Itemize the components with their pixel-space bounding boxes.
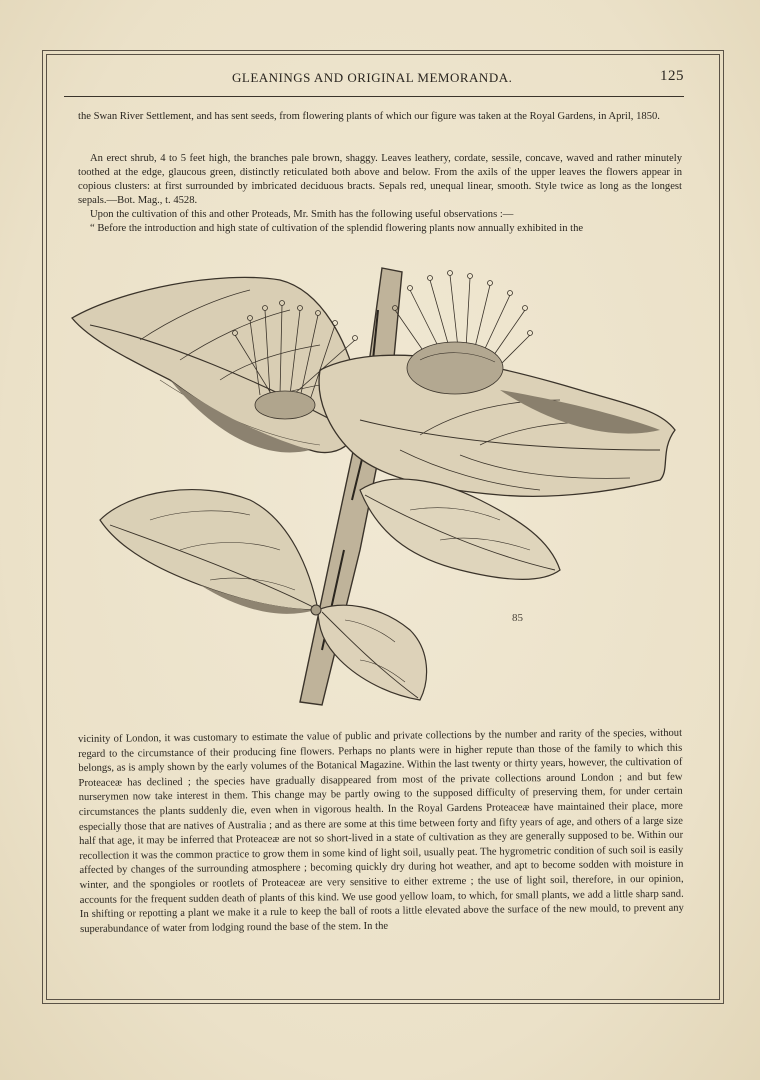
running-header <box>62 68 684 90</box>
text-top <box>78 110 682 124</box>
paragraph-1: the Swan River Settlement, and has sent seeds, from flowering plants of which our figure was taken at the Royal Gardens, in April, 1850. <box>78 111 660 122</box>
header-rule <box>64 96 684 97</box>
page-number: 125 <box>660 68 684 84</box>
paragraph-2: An erect shrub, 4 to 5 feet high, the branches pale brown, shaggy. Leaves leathery, cordate, sessile, concave, waved and rather minutely toothed at the edge, glaucous green, distinctly reticulated both above and below. From the axils of the upper leaves the flowers appear in copious clusters: at first surrounded by imbricated deciduous bracts. Sepals red, unequal linear, smooth. Style twice as long as the longest sepals.—Bot. Mag., t. 4528. <box>78 153 682 206</box>
running-title: GLEANINGS AND ORIGINAL MEMORANDA. <box>232 70 513 85</box>
botanical-engraving-icon <box>60 250 700 720</box>
paragraph-4: “ Before the introduction and high state of cultivation of the splendid flowering plants now annually exhibited in the <box>90 223 584 234</box>
text-bottom <box>78 727 684 938</box>
paragraph-5: vicinity of London, it was customary to estimate the value of public and private collections by the number and rarity of the species, without regard to the circumstance of their producing fine flowers. Perhaps no plants were in higher repute than those of the family to which this belongs, as is amply shown by the early volumes of the Botanical Magazine. Within the last twenty or thirty years, however, the cultivation of Proteaceæ has declined ; the species have gradually disappeared from most of the private collections around London ; and but few nurserymen now take interest in them. This change may be partly owing to the supposed difficulty of preserving them, for under certain circumstances the plants suddenly die, even when in vigorous health. In the Royal Gardens Proteaceæ have maintained their place, more especially those that are natives of Australia ; and as there are some at this time between forty and fifty years of age, and others of a large size half that age, it may be inferred that Proteaceæ are not so short-lived in a state of cultivation as they are generally supposed to be. Within our recollection it was the common practice to grow them in some kind of light soil, usually peat. The hygrometric condition of such soil is easily affected by changes of the surrounding atmosphere ; becoming quickly dry during hot weather, and apt to become sodden with moisture in winter, and the spongioles or rootlets of Proteaceæ are very sensitive to either extreme ; the use of light soil, therefore, in our opinion, accounts for the frequent sudden death of plants of this kind. We use good yellow loam, to which, for small plants, we add a little sharp sand. In shifting or repotting a plant we make it a rule to keep the ball of roots a little elevated above the surface of the new mould, to prevent any superabundance of water from lodging round the base of the stem. In the <box>78 727 684 935</box>
paragraph-3: Upon the cultivation of this and other Proteads, Mr. Smith has the following useful observations :— <box>90 209 514 220</box>
text-description <box>78 152 682 236</box>
figure-number: 85 <box>512 612 523 624</box>
